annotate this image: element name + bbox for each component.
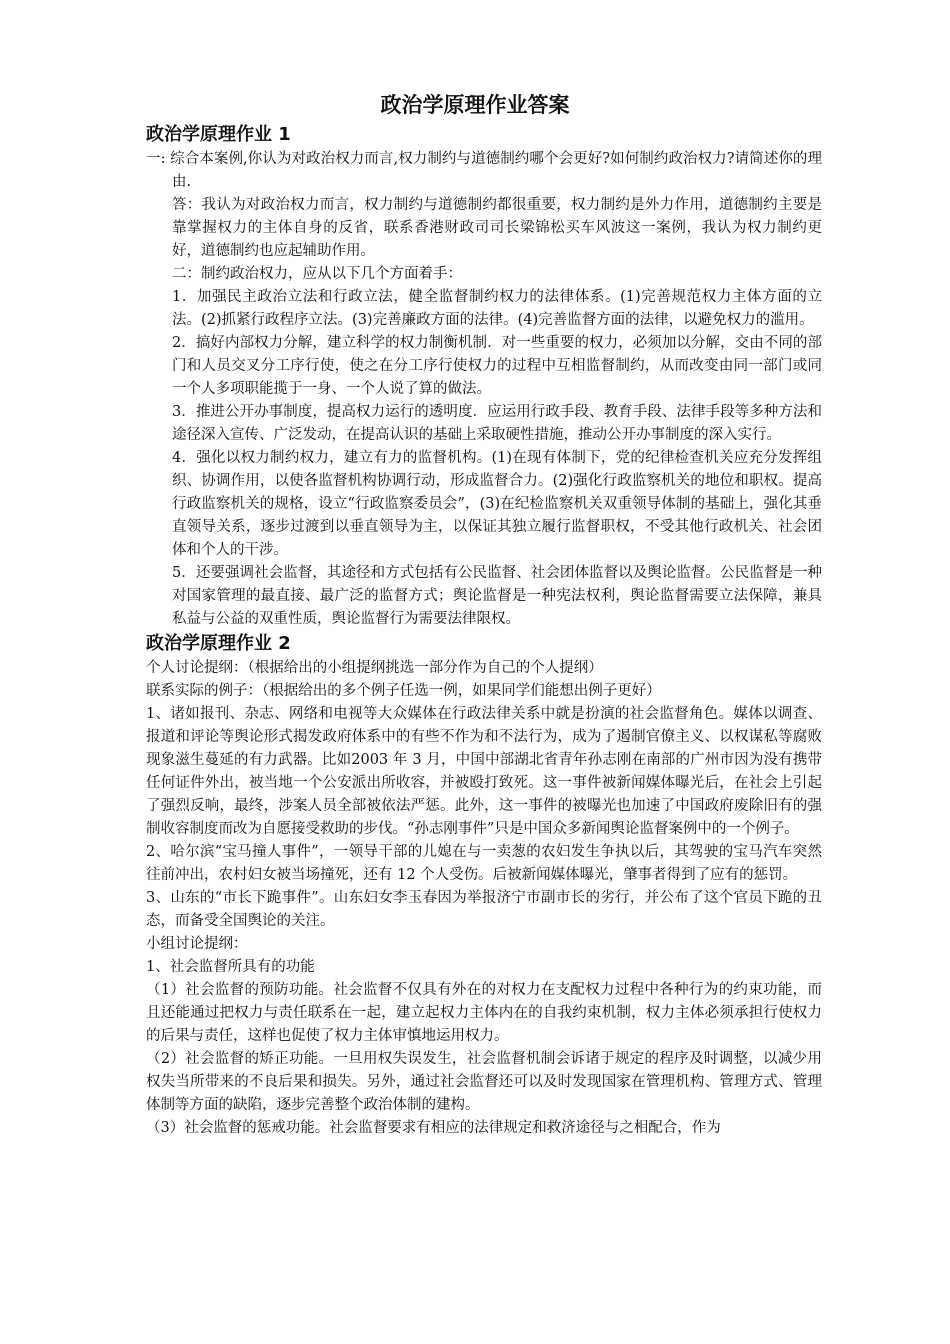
example-1: 1、诸如报刊、杂志、网络和电视等大众媒体在行政法律关系中就是扮演的社会监督角色。媒体以调查、报道和评论等舆论形式揭发政府体系中的有些不作为和不法行为，成为了遏制官僚主义、以权谋私等腐败现象滋生蔓延的有力武器。比如2003 年 3 月，中国中部湖北省青年孙志刚在南部的广州市因为没有携带任何证件外出，被当地一个公安派出所收容，并被殴打致死。这一事件被新闻媒体曝光后，在社会上引起了强烈反响，最终，涉案人员全部被依法严惩。此外，这一事件的被曝光也加速了中国政府废除旧有的强制收容制度而改为自愿接受救助的步伐。“孙志刚事件”只是中国众多新闻舆论监督案例中的一个例子。	[146, 706, 822, 837]
measure-item-3: 3．推进公开办事制度，提高权力运行的透明度．应运用行政手段、教育手段、法律手段等多种方法和途径深入宣传、广泛发动，在提高认识的基础上采取硬性措施，推动公开办事制度的深入实行。	[172, 404, 822, 443]
measure-item-4: 4．强化以权力制约权力，建立有力的监督机构。(1)在现有体制下，党的纪律检查机关应充分发挥组织、协调作用，以使各监督机构协调行动，形成监督合力。(2)强化行政监察机关的地位和职权。提高行政监察机关的规格，设立“行政监察委员会”，(3)在纪检监察机关双重领导体制的基础上，强化其垂直领导关系，逐步过渡到以垂直领导为主，以保证其独立履行监督职权，不受其他行政机关、社会团体和个人的干涉。	[172, 450, 822, 558]
question-1: 一: 综合本案例,你认为对政治权力而言,权力制约与道德制约哪个会更好?如何制约政治权力?请简述你的理由.	[146, 151, 822, 190]
group-item-1c: （3）社会监督的惩戒功能。社会监督要求有相应的法律规定和救济途径与之相配合，作为	[146, 1120, 721, 1136]
section-1-heading: 政治学原理作业 1	[146, 124, 291, 145]
section-2-heading: 政治学原理作业 2	[146, 633, 291, 654]
group-outline-label: 小组讨论提纲：	[146, 936, 248, 952]
measure-item-2: 2．搞好内部权力分解，建立科学的权力制衡机制．对一些重要的权力，必须加以分解，交由不同的部门和人员交叉分工序行使，使之在分工序行使权力的过程中互相监督制约，从而改变由同一部门或同一个人多项职能揽于一身、一个人说了算的做法。	[172, 335, 822, 397]
measure-item-5: 5．还要强调社会监督，其途径和方式包括有公民监督、社会团体监督以及舆论监督。公民监督是一种对国家管理的最直接、最广泛的监督方式；舆论监督是一种宪法权利，舆论监督需要立法保障，兼具私益与公益的双重性质，舆论监督行为需要法律限权。	[172, 565, 822, 627]
measure-item-1: 1．加强民主政治立法和行政立法，健全监督制约权力的法律体系。(1)完善规范权力主体方面的立法。(2)抓紧行政程序立法。(3)完善廉政方面的法律。(4)完善监督方面的法律，以避免权力的滥用。	[172, 289, 822, 328]
document-body	[146, 122, 822, 1140]
group-item-1a: （1）社会监督的预防功能。社会监督不仅具有外在的对权力在支配权力过程中各种行为的约束功能，而且还能通过把权力与责任联系在一起，建立起权力主体内在的自我约束机制，权力主体必须承担行使权力的后果与责任，这样也促使了权力主体审慎地运用权力。	[146, 982, 822, 1044]
group-item-1: 1、社会监督所具有的功能	[146, 959, 315, 975]
examples-line: 联系实际的例子：（根据给出的多个例子任选一例，如果同学们能想出例子更好）	[146, 683, 661, 699]
document-title: 政治学原理作业答案	[380, 93, 570, 117]
group-item-1b: （2）社会监督的矫正功能。一旦用权失误发生，社会监督机制会诉诸于规定的程序及时调整，以减少用权失当所带来的不良后果和损失。另外，通过社会监督还可以及时发现国家在管理机构、管理方式、管理体制等方面的缺陷，逐步完善整个政治体制的建构。	[146, 1051, 822, 1113]
example-3: 3、山东的“市长下跪事件”。山东妇女李玉春因为举报济宁市副市长的劣行，并公布了这个官员下跪的丑态，而备受全国舆论的关注。	[146, 890, 822, 929]
example-2: 2、哈尔滨“宝马撞人事件”，一领导干部的儿媳在与一卖葱的农妇发生争执以后，其驾驶的宝马汽车突然往前冲出，农村妇女被当场撞死，还有 12 个人受伤。后被新闻媒体曝光，肇事者得到了应有的惩罚。	[146, 844, 822, 883]
part-2-intro: 二：制约政治权力，应从以下几个方面着手：	[172, 266, 462, 282]
personal-outline-line: 个人讨论提纲：（根据给出的小组提纲挑选一部分作为自己的个人提纲）	[146, 660, 603, 676]
answer-1: 答：我认为对政治权力而言，权力制约与道德制约都很重要，权力制约是外力作用，道德制约主要是靠掌握权力的主体自身的反省，联系香港财政司司长梁锦松买车风波这一案例，我认为权力制约更好，道德制约也应起辅助作用。	[172, 197, 822, 259]
